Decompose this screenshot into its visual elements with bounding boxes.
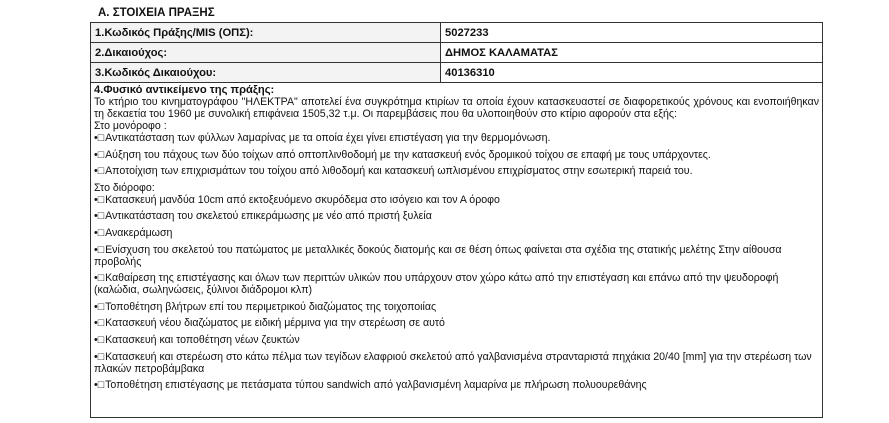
list-item-text: Αποτοίχιση των επιχρισμάτων του τοίχου από λιθοδομή και κατασκευή ωπλισμένου επιχρίσματος στην εσωτερική παρειά του.	[105, 165, 693, 178]
bullet-icon: •□	[94, 132, 105, 144]
mis-code-label: 1.Κωδικός Πράξης/MIS (ΟΠΣ):	[91, 23, 441, 43]
list-item-text: Αντικατάσταση των φύλλων λαμαρίνας με τα οποία έχει γίνει επιστέγαση για την θερμομόνωση.	[105, 132, 551, 144]
list-item-text: Κατασκευή και στερέωση στο κάτω πέλμα των τεγίδων ελαφριού σκελετού από γαλβανισμένα στρανταριστά πηχάκια 20/40 [mm] για την στερέωση των πλακών πετροβάμβακα	[94, 350, 812, 375]
list-item-text: Τοποθέτηση επιστέγασης με πετάσματα τύπου sandwich από γαλβανισμένη λαμαρίνα με πλήρωση πολυουρεθάνης	[105, 379, 647, 392]
bullet-icon: •□	[94, 165, 105, 178]
mis-code-value: 5027233	[441, 23, 823, 43]
bullet-icon: •□	[94, 317, 105, 330]
list-item	[94, 317, 819, 329]
list-item	[94, 132, 819, 144]
project-info-table	[90, 22, 823, 83]
list-item	[94, 227, 819, 239]
list-item	[94, 351, 819, 375]
bullet-icon: •□	[94, 300, 105, 313]
list-item-text: Κατασκευή νέου διαζώματος με ειδική μέρμινα για την στερέωση σε αυτό	[105, 317, 445, 330]
group1-list	[94, 132, 819, 177]
list-item	[94, 272, 819, 296]
list-item	[94, 379, 819, 391]
bullet-icon: •□	[94, 210, 105, 223]
list-item-text: Ανακεράμωση	[105, 226, 173, 239]
bullet-icon: •□	[94, 379, 105, 392]
bullet-icon: •□	[94, 243, 105, 256]
list-item-text: Κατασκευή μανδύα 10cm από εκτοξευόμενο σκυρόδεμα στο ισόγειο και τον Α όροφο	[105, 193, 500, 206]
table-row	[91, 43, 823, 63]
bullet-icon: •□	[94, 193, 105, 206]
list-item	[94, 334, 819, 346]
bullet-icon: •□	[94, 148, 105, 161]
list-item	[94, 301, 819, 313]
group2-list	[94, 194, 819, 391]
list-item	[94, 210, 819, 222]
list-item-text: Τοποθέτηση βλήτρων επί του περιμετρικού διαζώματος της τοιχοποιίας	[105, 300, 437, 313]
beneficiary-value: ΔΗΜΟΣ ΚΑΛΑΜΑΤΑΣ	[441, 43, 823, 63]
list-item	[94, 244, 819, 268]
bullet-icon: •□	[94, 272, 105, 285]
beneficiary-code-label: 3.Κωδικός Δικαιούχου:	[91, 63, 441, 83]
table-row	[91, 23, 823, 43]
list-item-text: Αντικατάσταση του σκελετού επικεράμωσης με νέο από πριστή ξυλεία	[105, 210, 432, 223]
group2-heading: Στο διόροφο:	[94, 181, 155, 194]
document	[90, 6, 823, 418]
list-item-text: Καθαίρεση της επιστέγασης και όλων των περιττών υλικών που υπάρχουν στον χώρο κάτω από την επιστέγαση και επάνω από την ψευδοροφή (καλώδια, σωληνώσεις, ξύλινοι διάδρομοι κλπ)	[94, 272, 779, 297]
section-title: Α. ΣΤΟΙΧΕΙΑ ΠΡΑΞΗΣ	[98, 7, 215, 19]
group1-heading: Στο μονόροφο :	[94, 120, 167, 132]
intro-paragraph: Το κτήριο του κινηματογράφου "ΗΛΕΚΤΡΑ" αποτελεί ένα συγκρότημα κτιρίων τα οποία έχουν κατασκευαστεί σε διαφορετικούς χρόνους και ενοποιήθηκαν τη δεκαετία του 1960 με συνολική επιφάνεια 1505,32 τ.μ. Οι παρεμβάσεις που θα υλοποιηθούν στο κτίριο αφορούν στα εξής:	[94, 96, 819, 120]
list-item-text: Αύξηση του πάχους των δύο τοίχων από οπτοπλινθοδομή με την κατασκευή ενός δρομικού τοίχου σε επαφή με τους υπάρχοντες.	[105, 148, 711, 161]
bullet-icon: •□	[94, 333, 105, 346]
beneficiary-label: 2.Δικαιούχος:	[91, 43, 441, 63]
physical-object-title: 4.Φυσικό αντικείμενο της πράξης:	[94, 84, 275, 96]
table-row	[91, 63, 823, 83]
beneficiary-code-value: 40136310	[441, 63, 823, 83]
list-item-text: Κατασκευή και τοποθέτηση νέων ζευκτών	[105, 333, 300, 346]
bullet-icon: •□	[94, 350, 105, 363]
physical-object-box	[90, 83, 823, 418]
list-item	[94, 165, 819, 177]
bullet-icon: •□	[94, 226, 105, 239]
list-item	[94, 194, 819, 206]
list-item-text: Ενίσχυση του σκελετού του πατώματος με μεταλλικές δοκούς διατομής και σε θέση όπως φαίνεται στα σχέδια της στατικής μελέτης Στην αίθουσα προβολής	[94, 243, 782, 268]
list-item	[94, 149, 819, 161]
